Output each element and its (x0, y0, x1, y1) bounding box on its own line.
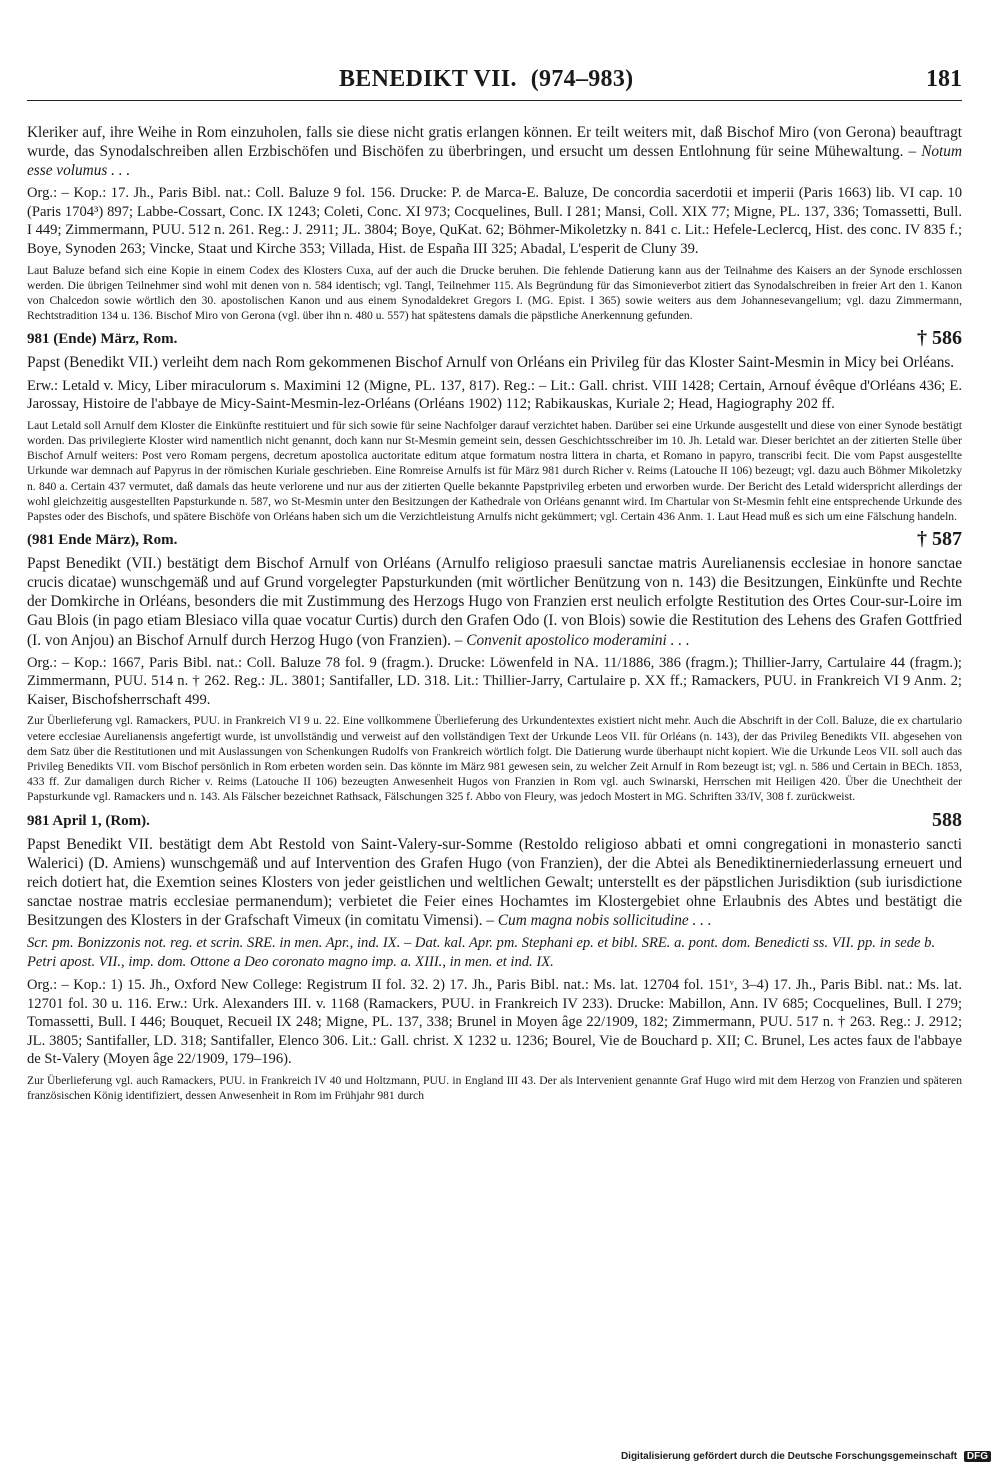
commentary: Laut Baluze befand sich eine Kopie in einem Codex des Klosters Cuxa, auf der auch die Drucke beruhen. Die fehlende Datierung kann aus der Teilnahme des Kaisers an der Synode erschlossen werden. Die übrigen Teilnehmer sind wohl mit denen von n. 584 identisch; vgl. Tangl, Teilnehmer 115. Als Begründung für das Simonieverbot zitiert das Synodalschreiben in freier Art den 1. Kanon von Chalcedon sowie wörtlich den 30. apostolischen Kanon und aus einem Synodaldekret Gregors I. (MG. Epist. I 365) sowie weiters aus dem Johannesevangelium; vgl. dazu Zimmermann, Rechtstradition 134 u. 136. Bischof Miro von Gerona (vgl. über ihn n. 480 u. 557) hat spätestens damals die päpstliche Anerkennung gefunden. (27, 263, 962, 323)
entry-585-continuation (27, 123, 962, 323)
content (27, 123, 962, 1107)
digitization-footer (621, 1451, 991, 1462)
entry-number: † 586 (917, 327, 962, 350)
entry-date: (981 Ende März), Rom. (27, 532, 178, 549)
references: Org.: – Kop.: 1667, Paris Bibl. nat.: Coll. Baluze 78 fol. 9 (fragm.). Drucke: Löwenfeld in NA. 11/1886, 386 (fragm.); Thillier-Jarry, Cartulaire 44 (fragm.); Zimmermann, PUU. 514 n. † 262. Reg.: JL. 3801; Santifaller, LD. 318. Lit.: Thillier-Jarry, Cartulaire p. XX ff.; Ramackers, PUU. in Frankreich VI 9 Anm. 2; Kaiser, Bischofsherrschaft 499. (27, 654, 962, 708)
entry-586 (27, 327, 962, 524)
entry-heading (27, 528, 962, 554)
incipit: Notum esse volumus . . . (27, 143, 962, 180)
page-number: 181 (926, 66, 962, 92)
entry-text: Papst Benedikt VII. bestätigt dem Abt Restold von Saint-Valery-sur-Somme (Restoldo religioso abbati et omni congregationi in monasterio sancti Walerici) (D. Amiens) wunschgemäß und auf Intervention des Grafen Hugo (von Franzien), der die Abtei als Benediktinerniederlassung erneuert und reich dotiert hat, die Exemtion seines Klosters von jeder geistlichen und weltlichen Gewalt; unterstellt es der päpstlichen Jurisdiktion (sub iurisdictione sanctae nostrae matris ecclesiae permanendum); verbietet die Feier eines Hochamtes im Klostergebiet ohne Erlaubnis des Abtes und bestätigt die Besitzungen des Klosters in der Grafschaft Vimeux (in comitatu Vimensi). – Cum magna nobis sollicitudine . . . (27, 835, 962, 930)
entry-number: 588 (932, 808, 962, 831)
entry-text: Papst Benedikt (VII.) bestätigt dem Bischof Arnulf von Orléans (Arnulfo religioso praesuli sanctae matris Aurelianensis ecclesiae in honore sanctae crucis dicatae) wunschgemäß und auf Grund vorgelegter Papsturkunden (mit wörtlicher Benützung von n. 143) die Besitzungen, Einkünfte und Rechte der Domkirche in Orléans, besonders die mit Zustimmung des Herzogs Hugo von Franzien erst neulich erfolgte Restitution des Ortes Cour-sur-Loire im Gau Blois (in pago etiam Blesiaco villa quae vocatur Curtis) durch den Grafen Odo (I. von Blois) sowie die Restitution des Lehens des Grafen Gottfried (I. von Anjou) an Bischof Arnulf durch Herzog Hugo (von Franzien). – Convenit apostolico moderamini . . . (27, 555, 962, 649)
entry-date: 981 (Ende) März, Rom. (27, 331, 178, 348)
commentary: Laut Letald soll Arnulf dem Kloster die Einkünfte restituiert und für sich sowie für seine Nachfolger darauf verzichtet haben. Darüber sei eine Urkunde ausgestellt und diese von einer Synode bestätigt worden. Das privilegierte Kloster wird namentlich nicht genannt, doch kann nur St-Mesmin gemeint sein, dessen Geschichtsschreiber im 10. Jh. Letald war. Dieser berichtet an der zitierten Stelle über Bischof Arnulf weiters: Post vero Romam pergens, decretum apostolica auctoritate editum atque formatum nostra littera in charta, et Romano in papyro, transcribi fecit. Die vom Papst ausgestellte Urkunde war demnach auf Papyrus in der römischen Kuriale geschrieben. Eine Romreise Arnulfs ist für März 981 durch Richer v. Reims (Latouche II 106) bezeugt; vgl. dazu auch Böhmer Mikoletzky n. 840 a. Certain 437 vermutet, daß damals das heute verlorene und nur aus der zitierten Quelle bekannte Papstprivileg erbeten und erworben wurde. Der Bericht des Letald widerspricht allerdings der wohl gleichzeitig ausgestellten Papsturkunde n. 587, wo St-Mesmin unter den Besitzungen der Kathedrale von Orléans genannt wird. Im Chartular von St-Mesmin fehlt eine entsprechende Urkunde des Papstes oder des Bischofs, und spätere Bischöfe von Orléans haben sich um die Verzichtleistung Arnulfs nicht gekümmert; vgl. Certain 436 Anm. 1. Laut Head muß es sich um eine Fälschung handeln. (27, 418, 962, 523)
header-rule (27, 100, 962, 101)
running-header (27, 66, 962, 100)
commentary: Zur Überlieferung vgl. Ramackers, PUU. in Frankreich VI 9 u. 22. Eine vollkommene Überlieferung des Urkundentextes existiert nicht mehr. Auch die Abschrift in der Coll. Baluze, die ex chartulario vetere ecclesiae Aurelianensis angefertigt wurde, ist unvollständig und verweist auf den vollständigen Text der Urkunde Leos VII. für Orléans (n. 143), der das Privileg Benedikts VII. abgesehen von dem Satz über die Restitutionen und mit Auslassungen von Schenkungen Rudolfs von Frankreich wörtlich folgt. Die Datierung wurde überhaupt nicht kopiert. Wie die Urkunde Leos VII. soll auch das Privileg Benedikts VII. vom Bischof persönlich in Rom erbeten worden sein. Das könnte im März 981 gewesen sein, zu welcher Zeit Arnulf in Rom bezeugt ist; vgl. n. 586 und Certain in BECh. 1853, 433 ff. Zur damaligen durch Richer v. Reims (Latouche II 106) bezeugten Anwesenheit Hugos von Franzien in Rom vgl. auch Swinarski, Herrschen mit Heiligen 420. Über die Unechtheit der Papsturkunde vgl. Ramackers und n. 143. Als Fälscher bezeichnet Rathsack, Fälschungen 325 f. Abbo von Fleury, was jedoch Mostert in MG. Schriften 33/IV, 308 f. zurückweist. (27, 714, 962, 804)
entry-588 (27, 808, 962, 1104)
footer-text: Digitalisierung gefördert durch die Deutsche Forschungsgemeinschaft (620, 1451, 958, 1462)
entry-587 (27, 528, 962, 804)
references: Org.: – Kop.: 17. Jh., Paris Bibl. nat.: Coll. Baluze 9 fol. 156. Drucke: P. de Marca-E. Baluze, De concordia sacerdotii et imperii (Paris 1663) lib. VI cap. 10 (Paris 1704³) 897; Labbe-Cossart, Conc. IX 1243; Coleti, Conc. XI 973; Cocquelines, Bull. I 281; Mansi, Coll. XIX 77; Migne, PL. 137, 336; Tomassetti, Bull. I 449; Zimmermann, PUU. 512 n. 261. Reg.: J. 2911; JL. 3804; Boye, QuKat. 62; Böhmer-Mikoletzky n. 841 c. Lit.: Hefele-Leclercq, Hist. des conc. IV 835 f.; Boye, Synoden 263; Vincke, Staat und Kirche 353; Villada, Hist. de España III 325; Abadal, L'esperit de Cluny 39. (27, 185, 962, 258)
scriptum-datum: Scr. pm. Bonizzonis not. reg. et scrin. SRE. in men. Apr., ind. IX. – Dat. kal. Apr. pm. Stephani ep. et bibl. SRE. a. pont. dom. Benedicti ss. VII. pp. in sede b. Petri apost. VII., imp. dom. Ottone a Deo coronato magno imp. a. XIII., in men. et ind. IX. (27, 935, 936, 971)
references: Org.: – Kop.: 1) 15. Jh., Oxford New College: Registrum II fol. 32. 2) 17. Jh., Paris Bibl. nat.: Ms. lat. 12704 fol. 151ᵛ, 3–4) 17. Jh., Paris Bibl. nat.: Ms. lat. 12701 fol. 30 u. 116. Erw.: Urk. Alexanders III. v. 1168 (Ramackers, PUU. in Frankreich IV 233). Drucke: Mabillon, Ann. IV 685; Cocquelines, Bull. I 279; Tomassetti, Bull. I 446; Bouquet, Recueil IX 248; Migne, PL. 137, 338; Brunel in Moyen âge 22/1909, 182; Zimmermann, PUU. 517 n. † 263. Reg.: J. 2912; JL. 3805; Santifaller, LD. 318; Santifaller, Elenco 306. Lit.: Gall. christ. X 1232 u. 1236; Bourel, Vie de Bouchard p. XII; C. Brunel, Les actes faux de l'abbaye de St-Valery (Moyen âge 22/1909, 179–196). (27, 977, 962, 1068)
header-title (339, 66, 633, 93)
header-pope-name: BENEDIKT VII. (339, 66, 517, 92)
commentary: Zur Überlieferung vgl. auch Ramackers, PUU. in Frankreich IV 40 und Holtzmann, PUU. in England III 43. Der als Intervenient genannte Graf Hugo wird mit dem Herzog von Franzien und späteren französischen König identifiziert, dessen Anwesenheit in Rom im Frühjahr 981 durch (27, 1074, 962, 1103)
incipit: Cum magna nobis sollicitudine . . . (497, 912, 712, 930)
entry-text: Papst (Benedikt VII.) verleiht dem nach Rom gekommenen Bischof Arnulf von Orléans ein Privileg für das Kloster Saint-Mesmin in Micy bei Orléans. (27, 354, 955, 372)
header-years: (974–983) (530, 66, 634, 92)
entry-number: † 587 (917, 528, 962, 551)
references: Erw.: Letald v. Micy, Liber miraculorum s. Maximini 12 (Migne, PL. 137, 817). Reg.: – Lit.: Gall. christ. VIII 1428; Certain, Arnouf évêque d'Orléans 436; E. Jarossay, Histoire de l'abbaye de Micy-Saint-Mesmin-lez-Orléans (Orléans 1902) 112; Rabikauskas, Kuriale 2; Head, Hagiography 202 ff. (27, 377, 962, 413)
entry-heading (27, 327, 962, 353)
incipit: Convenit apostolico moderamini . . . (466, 631, 690, 649)
entry-text: Kleriker auf, ihre Weihe in Rom einzuholen, falls sie diese nicht gratis erlangen können. Er teilt weiters mit, daß Bischof Miro (von Gerona) beauftragt wurde, das Synodalschreiben allen Erzbischöfen und Bischöfen zu überbringen, und ersucht um dessen Entlohnung für seine Mühewaltung. – Notum esse volumus . . . (27, 124, 962, 180)
dfg-logo: DFG (964, 1451, 991, 1462)
entry-heading (27, 808, 962, 835)
entry-date: 981 April 1, (Rom). (27, 812, 150, 829)
